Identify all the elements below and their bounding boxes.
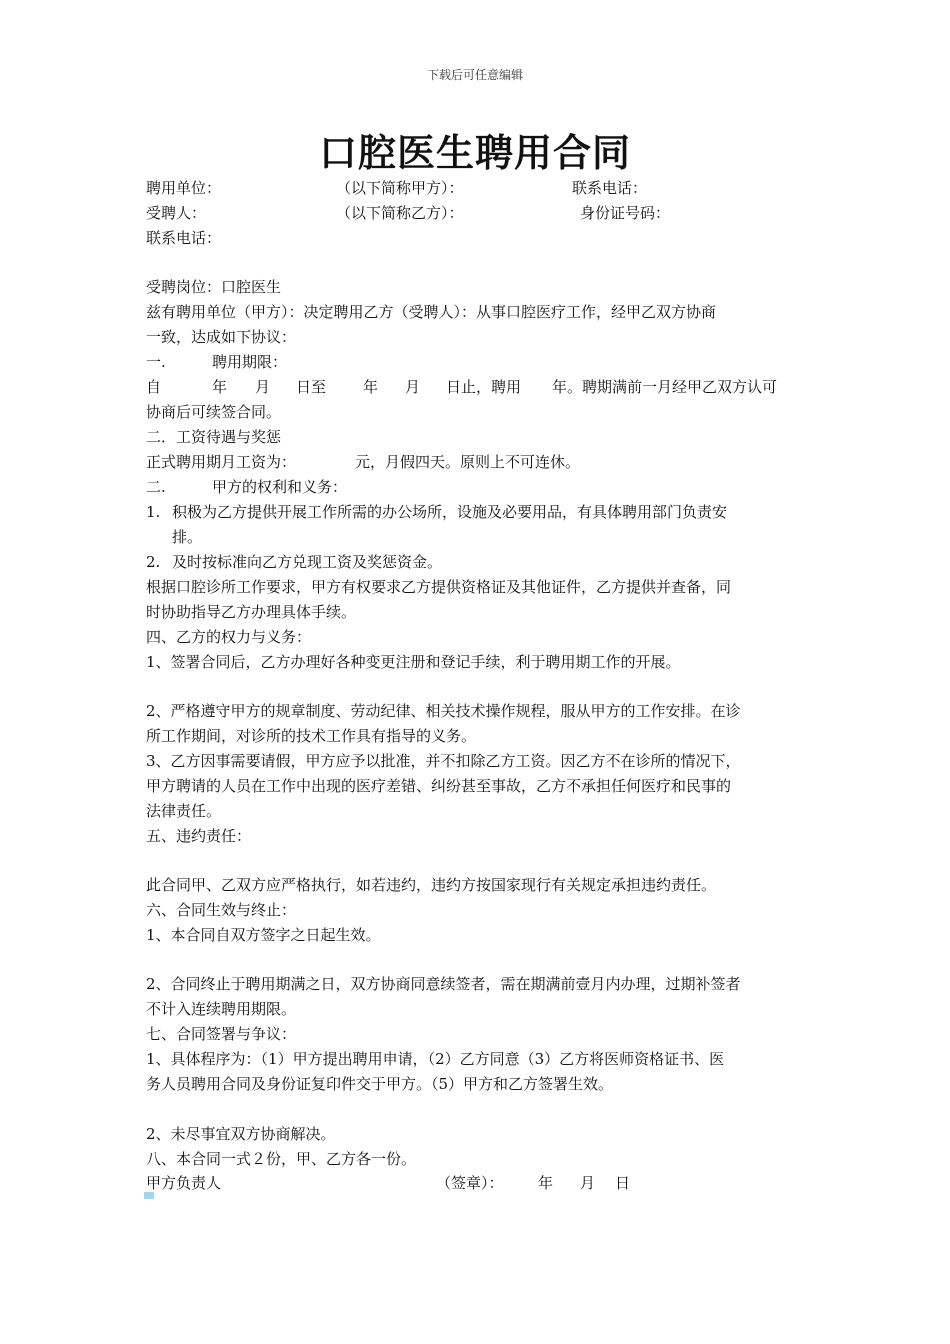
employer-abbr: （以下简称甲方）： [336, 179, 464, 197]
paragraph-line: 2、严格遵守甲方的规章制度、劳动纪律、相关技术操作规程，服从甲方的工作安排。在诊 [146, 702, 741, 720]
section-1-title: 聘用期限： [212, 353, 288, 371]
item-number: 1. [146, 503, 161, 521]
paragraph-line: 不计入连续聘用期限。 [146, 1000, 297, 1018]
term-day-end: 日止，聘用 [446, 378, 522, 396]
section-5-title: 五、违约责任： [146, 827, 252, 845]
signature-year: 年 [538, 1174, 554, 1192]
salary-text: 元，月假四天。原则上不可连休。 [355, 453, 581, 471]
section-2-title: 二．工资待遇与奖惩 [146, 428, 282, 446]
salary-label: 正式聘用期月工资为： [146, 453, 297, 471]
item-text: 及时按标准向乙方兑现工资及奖惩资金。 [172, 553, 443, 571]
term-month-1: 月 [255, 378, 271, 396]
paragraph-line: 1、具体程序为：（1）甲方提出聘用申请，（2）乙方同意（3）乙方将医师资格证书、医 [146, 1050, 725, 1068]
term-line-2: 协商后可续签合同。 [146, 403, 282, 421]
signature-seal-label: （签章）： [436, 1174, 504, 1192]
section-4-title: 四、乙方的权力与义务： [146, 628, 312, 646]
signature-party-a: 甲方负责人 [146, 1174, 222, 1192]
text-cursor-marker [144, 1192, 154, 1199]
signature-day: 日 [615, 1174, 631, 1192]
paragraph-line: 3、乙方因事需要请假，甲方应予以批准，并不扣除乙方工资。因乙方不在诊所的情况下， [146, 752, 741, 770]
paragraph-line: 法律责任。 [146, 802, 222, 820]
employee-label: 受聘人： [146, 204, 207, 222]
signature-month: 月 [580, 1174, 596, 1192]
item-text: 积极为乙方提供开展工作所需的办公场所，设施及必要用品，有具体聘用部门负责安 [172, 503, 728, 521]
term-day-to: 日至 [296, 378, 327, 396]
intro-line-1: 兹有聘用单位（甲方）：决定聘用乙方（受聘人）：从事口腔医疗工作，经甲乙双方协商 [146, 303, 717, 321]
paragraph-line: 1、本合同自双方签字之日起生效。 [146, 926, 381, 944]
intro-line-2: 一致，达成如下协议： [146, 328, 297, 346]
id-number-label: 身份证号码： [580, 204, 671, 222]
employee-abbr: （以下简称乙方）： [336, 204, 464, 222]
contract-title: 口腔医生聘用合同 [318, 131, 631, 175]
employer-phone-label: 联系电话： [572, 179, 648, 197]
paragraph-line: 此合同甲、乙双方应严格执行，如若违约，违约方按国家现行有关规定承担违约责任。 [146, 876, 717, 894]
paragraph-line: 根据口腔诊所工作要求，甲方有权要求乙方提供资格证及其他证件，乙方提供并查备，同 [146, 578, 732, 596]
section-3-number: 二. [146, 478, 166, 496]
paragraph-line: 务人员聘用合同及身份证复印件交于甲方。（5）甲方和乙方签署生效。 [146, 1075, 614, 1093]
term-year-2: 年 [363, 378, 379, 396]
paragraph-line: 1、签署合同后，乙方办理好各种变更注册和登记手续，利于聘用期工作的开展。 [146, 653, 681, 671]
term-year-1: 年 [212, 378, 228, 396]
section-6-title: 六、合同生效与终止： [146, 901, 297, 919]
position-line: 受聘岗位：口腔医生 [146, 278, 282, 296]
item-number: 2. [146, 553, 161, 571]
paragraph-line: 2、未尽事宜双方协商解决。 [146, 1125, 336, 1143]
paragraph-line: 时协助指导乙方办理具体手续。 [146, 603, 357, 621]
paragraph-line: 甲方聘请的人员在工作中出现的医疗差错、纠纷甚至事故，乙方不承担任何医疗和民事的 [146, 777, 732, 795]
section-3-title: 甲方的权利和义务： [212, 478, 348, 496]
employer-label: 聘用单位： [146, 179, 222, 197]
section-8: 八、本合同一式２份，甲、乙方各一份。 [146, 1150, 417, 1168]
term-from: 自 [146, 378, 162, 396]
term-month-2: 月 [405, 378, 421, 396]
header-note: 下载后可任意编辑 [426, 68, 523, 82]
section-1-number: 一. [146, 353, 166, 371]
item-text: 排。 [172, 528, 203, 546]
term-renewal: 年。聘期满前一月经甲乙双方认可 [552, 378, 778, 396]
section-7-title: 七、合同签署与争议： [146, 1025, 297, 1043]
paragraph-line: 2、合同终止于聘用期满之日，双方协商同意续签者，需在期满前壹月内办理，过期补签者 [146, 975, 741, 993]
paragraph-line: 所工作期间，对诊所的技术工作具有指导的义务。 [146, 727, 477, 745]
employee-phone-label: 联系电话： [146, 229, 222, 247]
